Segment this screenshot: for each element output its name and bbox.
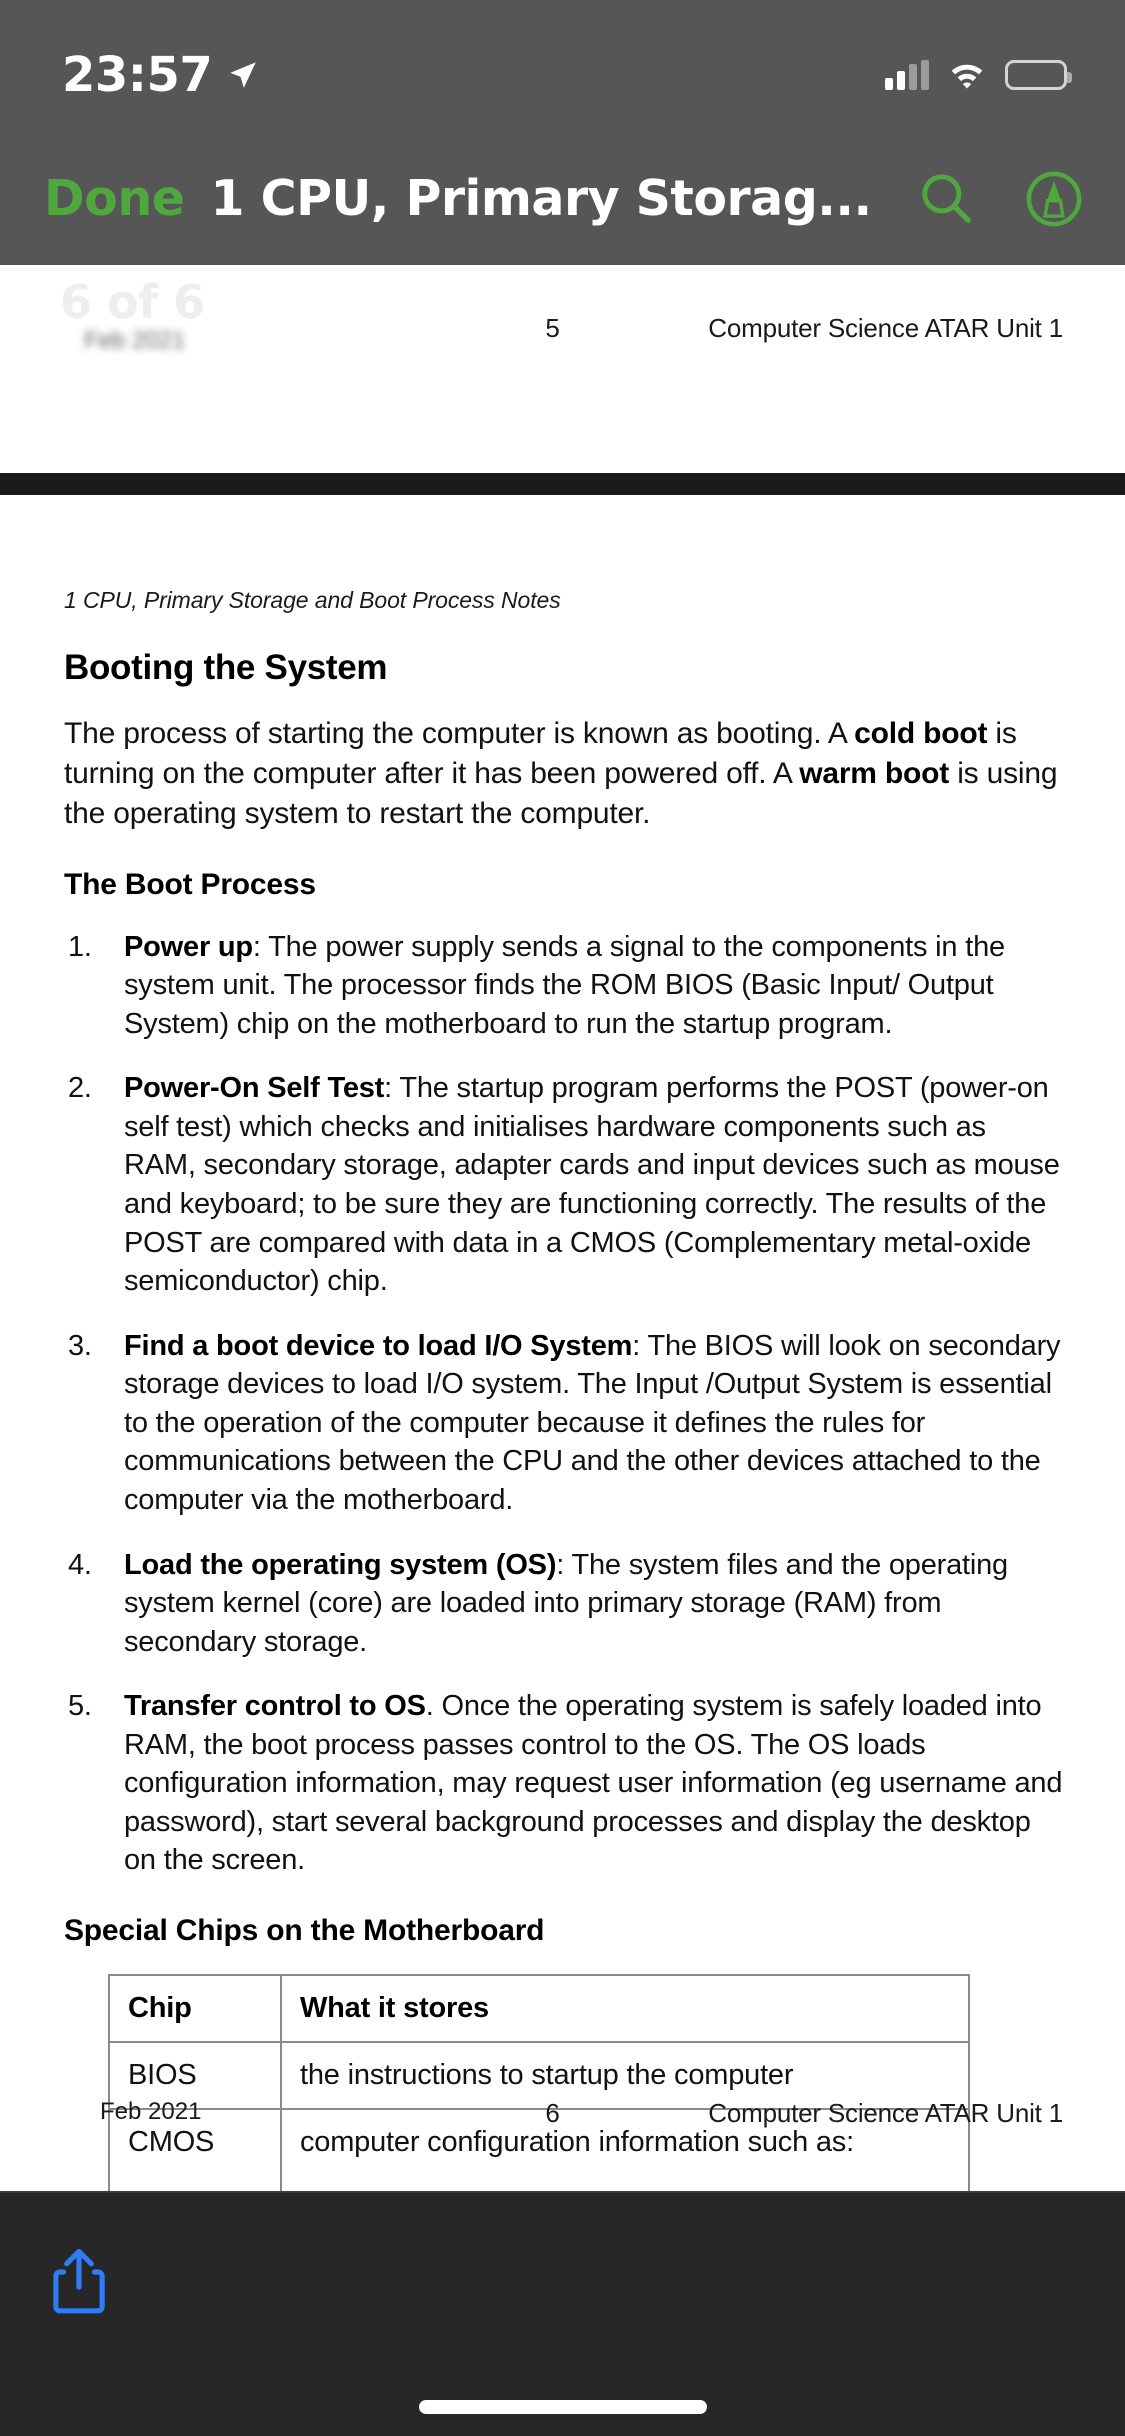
previous-page-partial	[0, 265, 1125, 473]
list-item-term: Find a boot device to load I/O System	[124, 1329, 633, 1362]
list-item-text	[124, 1069, 1063, 1300]
status-time: 23:57	[62, 47, 213, 103]
list-item-body: : The power supply sends a signal to the components in the system unit. The processor finds the ROM BIOS (Basic Input/ Output System) chip on the motherboard to run the startup program.	[124, 930, 1005, 1040]
list-item	[62, 1687, 1063, 1880]
list-item-text	[124, 928, 1063, 1044]
bottom-toolbar	[0, 2191, 1125, 2436]
list-item-number: 3.	[68, 1329, 92, 1362]
prev-footer-right: Computer Science ATAR Unit 1	[708, 313, 1063, 343]
home-indicator[interactable]	[419, 2400, 707, 2414]
list-item-text	[124, 1687, 1063, 1880]
page-indicator: 6 of 6	[60, 275, 205, 329]
list-item-text	[124, 1327, 1063, 1520]
table-cell-chip: BIOS	[109, 2042, 281, 2109]
list-item	[62, 1069, 1063, 1300]
intro-paragraph	[62, 714, 1063, 834]
intro-term-warm-boot: warm boot	[799, 756, 950, 790]
document-heading: Booting the System	[64, 648, 388, 687]
list-item-text	[124, 1546, 1063, 1662]
table-column-header-chip: Chip	[109, 1975, 281, 2042]
document-kicker: 1 CPU, Primary Storage and Boot Process Notes	[64, 587, 561, 613]
list-item-term: Power-On Self Test	[124, 1072, 385, 1105]
list-item-number: 5.	[68, 1690, 92, 1723]
intro-text-a: The process of starting the computer is known as booting. A	[64, 717, 855, 750]
status-bar	[0, 0, 1125, 132]
share-icon[interactable]	[48, 2245, 110, 2317]
table-cell-text: computer configuration information such as:	[300, 2126, 854, 2159]
search-icon[interactable]	[916, 168, 978, 230]
list-item-number: 4.	[68, 1548, 92, 1581]
intro-text-c: is turning on the computer after it has been powered off. A	[64, 717, 1017, 790]
page-footer	[0, 2098, 1125, 2129]
boot-process-list	[62, 928, 1063, 1880]
footer-date: Feb 2021	[100, 2098, 202, 2125]
list-item-term: Load the operating system (OS)	[124, 1548, 557, 1581]
list-item	[62, 1327, 1063, 1520]
intro-text-e: is using the operating system to restart the computer.	[64, 756, 1058, 830]
footer-unit: Computer Science ATAR Unit 1	[708, 2098, 1063, 2128]
list-item-body: . Once the operating system is safely loaded into RAM, the boot process passes control to the OS. The OS loads configuration information, may request user information (eg username and password), start several background processes and display the desktop on the screen.	[124, 1690, 1063, 1877]
document-page	[0, 495, 1125, 2191]
list-item-term: Power up	[124, 930, 253, 963]
list-item-body: : The system files and the operating system kernel (core) are loaded into primary storage (RAM) from secondary storage.	[124, 1548, 1008, 1658]
footer-page-number: 6	[545, 2098, 560, 2128]
page-title: 1 CPU, Primary Storag...	[210, 170, 872, 227]
location-arrow-icon	[226, 58, 260, 92]
list-item-term: Transfer control to OS	[124, 1690, 426, 1723]
status-bar-left	[62, 47, 260, 103]
status-bar-right	[885, 60, 1067, 90]
list-item-body: : The startup program performs the POST (power-on self test) which checks and initialises hardware components such as RAM, secondary storage, adapter cards and input devices such as mouse and keyboard; to be sure they are functioning correctly. The results of the POST are compared with data in a CMOS (Complementary metal-oxide semiconductor) chip.	[124, 1072, 1060, 1298]
boot-process-heading: The Boot Process	[64, 867, 316, 901]
list-item	[62, 1546, 1063, 1662]
list-item-number: 2.	[68, 1072, 92, 1105]
blurred-footer-date: Feb 2021	[84, 327, 186, 354]
battery-icon	[1005, 60, 1067, 90]
table-column-header-stores: What it stores	[281, 1975, 969, 2042]
intro-term-cold-boot: cold boot	[854, 717, 988, 750]
list-item	[62, 928, 1063, 1044]
done-button[interactable]: Done	[44, 170, 185, 227]
table-heading: Special Chips on the Motherboard	[64, 1914, 545, 1948]
wifi-icon	[947, 60, 987, 90]
table-header-row	[109, 1975, 969, 2042]
navigation-bar	[0, 132, 1125, 265]
cellular-signal-icon	[885, 60, 929, 90]
page-separator	[0, 473, 1125, 495]
document-scroll-area[interactable]	[0, 265, 1125, 2191]
table-cell-chip: CMOS	[109, 2109, 281, 2355]
prev-footer-page-number: 5	[545, 313, 560, 343]
list-item-number: 1.	[68, 930, 92, 963]
markup-pen-icon[interactable]	[1022, 167, 1086, 231]
table-cell-stores: the instructions to startup the computer	[281, 2042, 969, 2109]
list-item-body: : The BIOS will look on secondary storage devices to load I/O system. The Input /Output System is essential to the operation of the computer because it defines the rules for communications between the CPU and the other devices attached to the computer via the motherboard.	[124, 1329, 1061, 1516]
